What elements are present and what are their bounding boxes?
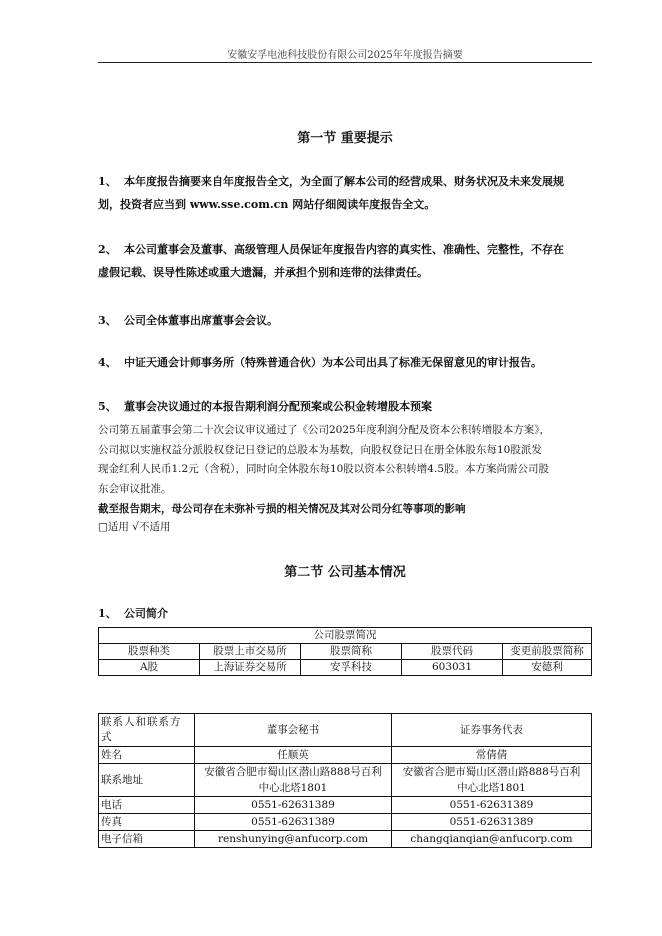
contact-label: 电话 — [99, 797, 195, 814]
notice-item-5 — [98, 395, 592, 418]
notice-item-4-num: 4、 — [98, 356, 117, 369]
stock-cell: 安孚科技 — [301, 660, 402, 676]
secretary-email: renshunying@anfucorp.com — [195, 831, 392, 848]
notice-item-1-line1: 本年度报告摘要来自年度报告全文，为全面了解本公司的经营成果、财务状况及未来发展规 — [124, 175, 564, 188]
contact-label: 传真 — [99, 814, 195, 831]
contact-row-address — [99, 764, 592, 797]
stock-cell: 安德利 — [503, 660, 592, 676]
stock-header-cell: 股票上市交易所 — [200, 644, 301, 660]
contact-label: 姓名 — [99, 747, 195, 764]
contact-table-header-row — [99, 714, 592, 747]
stock-header-cell: 股票简称 — [301, 644, 402, 660]
header-rule — [98, 62, 592, 63]
stock-cell: 上海证券交易所 — [200, 660, 301, 676]
applicable-checkbox-line: □适用 √不适用 — [98, 521, 171, 533]
contact-label: 电子信箱 — [99, 831, 195, 848]
secretary-address-line2: 中心北塔1801 — [258, 782, 328, 794]
stock-cell: A股 — [99, 660, 200, 676]
stock-table-row — [99, 660, 592, 676]
stock-header-cell: 变更前股票简称 — [503, 644, 592, 660]
contact-row-phone — [99, 797, 592, 814]
notice-item-5-line1: 董事会决议通过的本报告期利润分配预案或公积金转增股本预案 — [124, 400, 432, 413]
rep-address — [392, 764, 592, 797]
contact-info-table — [98, 713, 592, 848]
section2-title: 第二节 公司基本情况 — [284, 565, 406, 580]
rep-header: 证券事务代表 — [392, 714, 592, 747]
dividend-line-4: 东会审议批准。 — [98, 482, 172, 495]
rep-name: 常倩倩 — [392, 747, 592, 764]
rep-phone: 0551-62631389 — [392, 797, 592, 814]
notice-item-3-num: 3、 — [98, 314, 117, 327]
notice-item-2-line2: 虚假记载、误导性陈述或重大遗漏，并承担个别和连带的法律责任。 — [98, 266, 428, 279]
secretary-name: 任顺英 — [195, 747, 392, 764]
company-profile-heading — [98, 602, 592, 625]
notice-item-5-num: 5、 — [98, 400, 117, 413]
notice-item-1 — [98, 170, 592, 216]
contact-label: 联系地址 — [99, 764, 195, 797]
notice-item-2-line1: 本公司董事会及董事、高级管理人员保证年度报告内容的真实性、准确性、完整性，不存在 — [124, 243, 564, 256]
rep-email: changqianqian@anfucorp.com — [392, 831, 592, 848]
stock-table-caption: 公司股票简况 — [99, 628, 592, 644]
contact-col-header: 联系人和联系方式 — [99, 714, 195, 747]
dividend-line-1: 公司第五届董事会第二十次会议审议通过了《公司2025年度利润分配及资本公积转增股本方案》， — [98, 424, 550, 436]
secretary-phone: 0551-62631389 — [195, 797, 392, 814]
contact-row-fax — [99, 814, 592, 831]
rep-address-line1: 安徽省合肥市蜀山区潜山路888号百利 — [402, 766, 581, 778]
stock-info-table — [98, 627, 592, 676]
notice-item-1-line2: 划，投资者应当到 www.sse.com.cn 网站仔细阅读年度报告全文。 — [98, 198, 436, 211]
rep-address-line2: 中心北塔1801 — [457, 782, 526, 794]
secretary-address-line1: 安徽省合肥市蜀山区潜山路888号百利 — [204, 766, 382, 778]
notice-item-1-num: 1、 — [98, 175, 117, 188]
company-profile-num: 1、 — [98, 607, 117, 620]
contact-row-email — [99, 831, 592, 848]
secretary-header: 董事会秘书 — [195, 714, 392, 747]
dividend-line-2: 公司拟以实施权益分派股权登记日登记的总股本为基数，向股权登记日在册全体股东每10股派发 — [98, 443, 542, 456]
page-header: 安徽安孚电池科技股份有限公司2025年年度报告摘要 — [227, 50, 463, 61]
secretary-fax: 0551-62631389 — [195, 814, 392, 831]
stock-table-header-row — [99, 644, 592, 660]
secretary-address — [195, 764, 392, 797]
stock-header-cell: 股票种类 — [99, 644, 200, 660]
contact-row-name — [99, 747, 592, 764]
notice-item-2 — [98, 238, 592, 284]
notice-item-3 — [98, 309, 592, 332]
notice-item-4-line1: 中证天通会计师事务所（特殊普通合伙）为本公司出具了标准无保留意见的审计报告。 — [124, 356, 542, 369]
dividend-line-3: 现金红利人民币1.2元（含税），同时向全体股东每10股以资本公积转增4.5股。本方案尚需公司股 — [98, 463, 550, 475]
stock-cell: 603031 — [402, 660, 503, 676]
rep-fax: 0551-62631389 — [392, 814, 592, 831]
notice-item-3-line1: 公司全体董事出席董事会会议。 — [124, 314, 278, 327]
company-profile-title: 公司简介 — [124, 607, 168, 620]
loss-note: 截至报告期末，母公司存在未弥补亏损的相关情况及其对公司分红等事项的影响 — [98, 503, 466, 515]
section1-title: 第一节 重要提示 — [297, 131, 393, 146]
notice-item-2-num: 2、 — [98, 243, 117, 256]
dividend-plan-text — [98, 421, 592, 499]
stock-header-cell: 股票代码 — [402, 644, 503, 660]
notice-item-4 — [98, 351, 592, 374]
